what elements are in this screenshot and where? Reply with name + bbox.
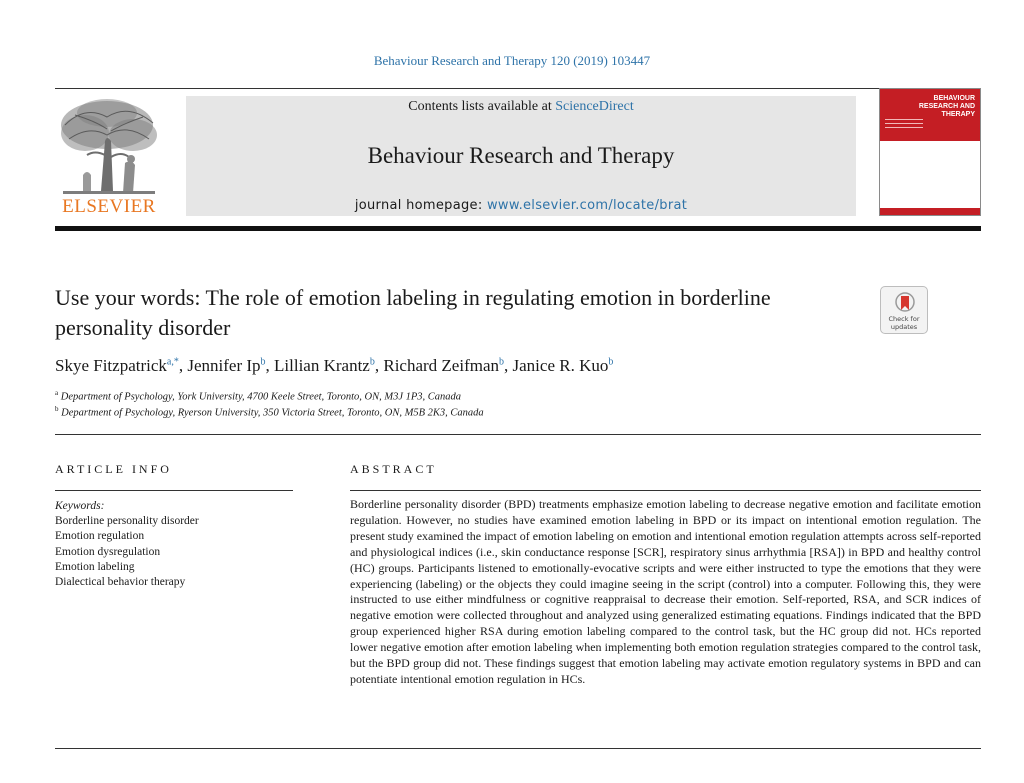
article-title: Use your words: The role of emotion labeling in regulating emotion in borderline personality disorder	[55, 285, 771, 340]
keyword-item: Emotion regulation	[55, 530, 145, 543]
homepage-prefix: journal homepage:	[354, 198, 483, 213]
abstract-rule	[350, 490, 981, 491]
cover-title: BEHAVIOUR RESEARCH AND THERAPY	[918, 95, 975, 118]
bookmark-icon	[895, 292, 915, 314]
keyword-item: Borderline personality disorder	[55, 515, 199, 528]
affiliation-mark: b	[55, 405, 59, 413]
keywords-label: Keywords:	[55, 500, 105, 512]
author-superscript[interactable]: b	[608, 356, 614, 368]
article-info-heading: ARTICLE INFO	[55, 462, 172, 476]
keyword-item: Dialectical behavior therapy	[55, 576, 186, 589]
abstract-text: Borderline personality disorder (BPD) treatments emphasize emotion labeling to decrease negative emotion and facilitate emotion regulation. However, no studies have examined emotion labeling in BPD or its impact on intentional emotion regulation. The present study examined the impact of emotion labeling on emotion and intentional emotion regulation attempts across self-reported and physiological indices (i.e., skin conductance response [SCR], respiratory sinus arrhythmia [RSA]) in BPD and healthy control (HC) groups. Participants listened to emotionally-evocative scripts and were either instructed to type the emotions that they were experiencing (labeling) or the objects they could imagine seeing in the script (control) into a computer. Following this, they were instructed to use either mindfulness or cognitive reappraisal to decrease their emotion. Self-reported, RSA, and SCR indices of negative emotion were collected throughout and analyzed using generalized estimating equations. Findings indicated that the BPD group experienced higher RSA during emotion labeling compared to the control task, but the HC group did not. HCs reported lower negative emotion after emotion labeling when implementing both emotion regulation strategies compared to the control task, but the BPD group did not. These findings suggest that emotion labeling may activate emotion regulatory systems in BPD and can potentiate intentional emotion regulation in HCs.	[350, 497, 981, 686]
header-bottom-rule	[55, 226, 981, 231]
affiliation-a	[55, 389, 461, 403]
author-superscript[interactable]: b	[260, 356, 266, 368]
affiliation-text: Department of Psychology, York University, 4700 Keele Street, Toronto, ON, M3J 1P3, Canada	[60, 391, 462, 403]
publisher-name: ELSEVIER	[62, 196, 156, 217]
keywords-section	[55, 499, 295, 590]
contents-prefix: Contents lists available at	[408, 99, 552, 114]
contents-line	[186, 99, 856, 115]
author-superscript[interactable]: b	[499, 356, 505, 368]
journal-homepage	[186, 198, 856, 213]
check-label-line1: Check for	[888, 315, 920, 323]
author-name[interactable]: Skye Fitzpatrick	[55, 356, 167, 375]
author-name[interactable]: Richard Zeifman	[383, 356, 500, 375]
author-name[interactable]: Janice R. Kuo	[512, 356, 609, 375]
journal-name: Behaviour Research and Therapy	[367, 143, 675, 168]
sciencedirect-link[interactable]: ScienceDirect	[555, 99, 634, 114]
author-superscript[interactable]: a,*	[166, 356, 179, 368]
affiliation-text: Department of Psychology, Ryerson University, 350 Victoria Street, Toronto, ON, M5B 2K3, Canada	[61, 407, 484, 419]
article-info-rule	[55, 490, 293, 491]
bottom-rule	[55, 748, 981, 749]
author-name[interactable]: Jennifer Ip	[187, 356, 261, 375]
check-label-line2: updates	[890, 322, 918, 331]
homepage-link[interactable]: www.elsevier.com/locate/brat	[486, 198, 688, 213]
affiliation-b	[55, 405, 484, 419]
keyword-item: Emotion dysregulation	[55, 545, 161, 558]
author-superscript[interactable]: b	[369, 356, 375, 368]
author-list: Skye Fitzpatrick$^{a,*}$, Jennifer Ip$^b$, Lillian Krantz$^b$, Richard Zeifman$^b$, Janice R. Kuo$^b$	[55, 356, 614, 375]
header-top-rule	[55, 88, 981, 89]
keyword-item: Emotion labeling	[55, 560, 135, 573]
journal-cover-thumbnail	[879, 88, 981, 216]
abstract-heading: ABSTRACT	[350, 462, 437, 476]
author-name[interactable]: Lillian Krantz	[274, 356, 370, 375]
affiliation-mark: a	[55, 389, 59, 397]
check-for-updates-button[interactable]	[880, 286, 928, 334]
affiliation-rule	[55, 434, 981, 435]
journal-citation: Behaviour Research and Therapy 120 (2019) 103447	[373, 53, 651, 68]
